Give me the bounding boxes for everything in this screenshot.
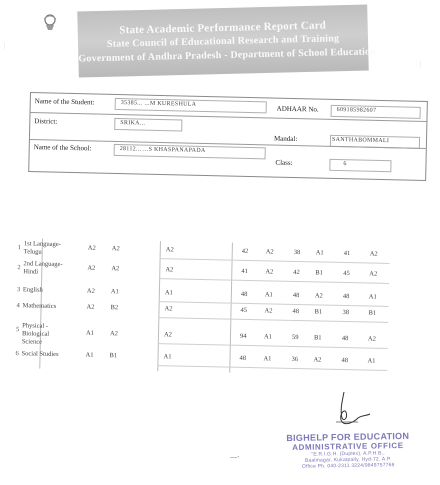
grade-cell: B1 — [368, 309, 377, 317]
header-title: State Academic Performance Report Card — [119, 19, 327, 37]
grade-cell: 42 — [241, 247, 249, 255]
subject-name: Telugu — [23, 248, 42, 256]
row-number: 3 — [16, 286, 21, 294]
grade-cell: A2 — [111, 265, 120, 273]
grade-cell: A2 — [165, 246, 174, 254]
grade-cell: A1 — [164, 289, 173, 297]
grade-cell: A2 — [87, 244, 96, 252]
row-line — [158, 317, 388, 323]
grade-cell: A2 — [367, 335, 376, 343]
grade-cell: 48 — [341, 356, 349, 365]
aadhaar-label: ADHAAR No. — [276, 104, 319, 114]
grade-cell: A1 — [315, 249, 324, 257]
grade-cell: 42 — [293, 268, 300, 277]
subject-name: Mathematics — [22, 302, 57, 310]
row-number: 1 — [17, 244, 22, 252]
aadhaar-value: 609185982607 — [336, 106, 377, 114]
stamp-line: Baalinagar, Kukatpally, Hyd-72. A.P. — [304, 456, 392, 464]
student-info — [28, 92, 428, 181]
grade-cell: 48 — [341, 334, 349, 343]
stamp-line: Office Ph. 040-2311 3224/9849757768 — [301, 462, 395, 470]
column-line — [157, 241, 161, 371]
grade-cell: A1 — [85, 351, 94, 359]
name-value: 35385... ...M KURESHULA — [120, 100, 197, 108]
subject-name: Science — [21, 338, 43, 346]
grade-cell: A2 — [87, 264, 96, 272]
state-emblem-icon — [38, 10, 62, 34]
class-label: Class: — [275, 158, 293, 167]
grade-cell: B1 — [109, 352, 118, 360]
grade-cell: 45 — [343, 269, 350, 278]
district-label: District: — [34, 117, 58, 126]
district-value: SRIKA... — [120, 120, 146, 127]
grade-cell: 38 — [293, 248, 301, 257]
grade-cell: A2 — [86, 287, 95, 295]
grade-cell: A2 — [265, 268, 274, 276]
grade-cell: 41 — [343, 249, 351, 258]
grade-cell: A2 — [86, 303, 95, 311]
row-line — [157, 365, 387, 371]
grade-cell: B2 — [110, 304, 119, 312]
grades-table — [7, 238, 410, 386]
subject-name: Physical - — [22, 322, 49, 330]
column-line — [229, 243, 233, 373]
grade-cell: B1 — [313, 334, 322, 342]
office-stamp — [262, 431, 435, 471]
school-value: 28112... ...S KHASPANAPADA — [119, 146, 206, 154]
grade-cell: 36 — [291, 355, 299, 364]
row-line — [160, 258, 390, 264]
grade-cell: A2 — [163, 331, 173, 339]
row-line — [159, 301, 389, 307]
class-value: 6 — [343, 161, 347, 168]
grade-cell: A2 — [265, 248, 274, 256]
grade-cell: A2 — [165, 266, 174, 274]
dash-mark: —· — [230, 453, 240, 461]
grade-cell: A1 — [263, 355, 272, 363]
row-number: 6 — [15, 350, 19, 358]
grade-cell: 48 — [240, 290, 248, 298]
stamp-line: BIGHELP FOR EDUCATION — [286, 430, 410, 444]
grade-cell: 48 — [239, 354, 247, 362]
stamp-line: "E.R.I.G.H. (Duplex), A.P.H.B., — [311, 450, 385, 458]
grade-cell: A1 — [163, 353, 172, 361]
grade-cell: A1 — [368, 293, 377, 301]
row-line — [159, 278, 389, 284]
mandal-value: SANTHABOMMALI — [331, 136, 390, 145]
row-number: 5 — [16, 326, 20, 334]
subject-name: Biological — [21, 330, 50, 338]
subject-name: English — [22, 286, 43, 294]
subject-name: Social Studies — [21, 350, 59, 359]
name-label: Name of the Student: — [34, 97, 95, 107]
row-line — [158, 343, 388, 349]
grade-cell: 94 — [239, 332, 247, 340]
signature-mark — [318, 388, 378, 428]
grade-cell: B1 — [314, 308, 323, 316]
header-subtitle: State Council of Educational Research and Training — [106, 33, 340, 50]
header-department: Government of Andhra Pradesh - Department of School Education — [78, 46, 377, 65]
header-banner — [77, 4, 377, 77]
grade-cell: A2 — [314, 292, 323, 300]
grade-cell: 41 — [241, 267, 248, 275]
grade-cell: 48 — [292, 307, 300, 316]
subject-name: Hindi — [23, 268, 39, 276]
grade-cell: A2 — [264, 307, 273, 315]
subject-name: 1st Language- — [23, 240, 61, 249]
grade-cell: A2 — [369, 270, 378, 278]
subject-name: 2nd Language- — [23, 260, 63, 269]
grade-cell: A1 — [263, 333, 273, 341]
row-number: 2 — [17, 264, 21, 272]
ghost-mark: | — [420, 60, 422, 68]
mandal-label: Mandal: — [273, 134, 298, 144]
grade-cell: 45 — [240, 306, 248, 314]
grade-cell: A2 — [109, 330, 119, 338]
grade-cell: A2 — [111, 245, 120, 253]
grade-cell: A2 — [313, 356, 322, 364]
grade-cell: A2 — [164, 305, 173, 313]
grade-cell: A1 — [110, 288, 119, 296]
grade-cell: A1 — [85, 329, 95, 337]
grade-cell: 48 — [292, 291, 300, 300]
grade-cell: 48 — [342, 292, 350, 301]
class-box — [329, 159, 391, 172]
row-number: 4 — [16, 302, 20, 310]
school-label: Name of the School: — [33, 143, 92, 153]
grade-cell: 59 — [291, 333, 299, 342]
grade-cell: B1 — [315, 269, 324, 277]
stamp-line: ADMINISTRATIVE OFFICE — [292, 441, 404, 452]
grade-cell: A1 — [264, 291, 273, 299]
grade-cell: A2 — [369, 250, 378, 258]
grade-cell: A1 — [367, 357, 376, 365]
ghost-mark: | — [4, 42, 6, 50]
grade-cell: 38 — [342, 308, 350, 317]
